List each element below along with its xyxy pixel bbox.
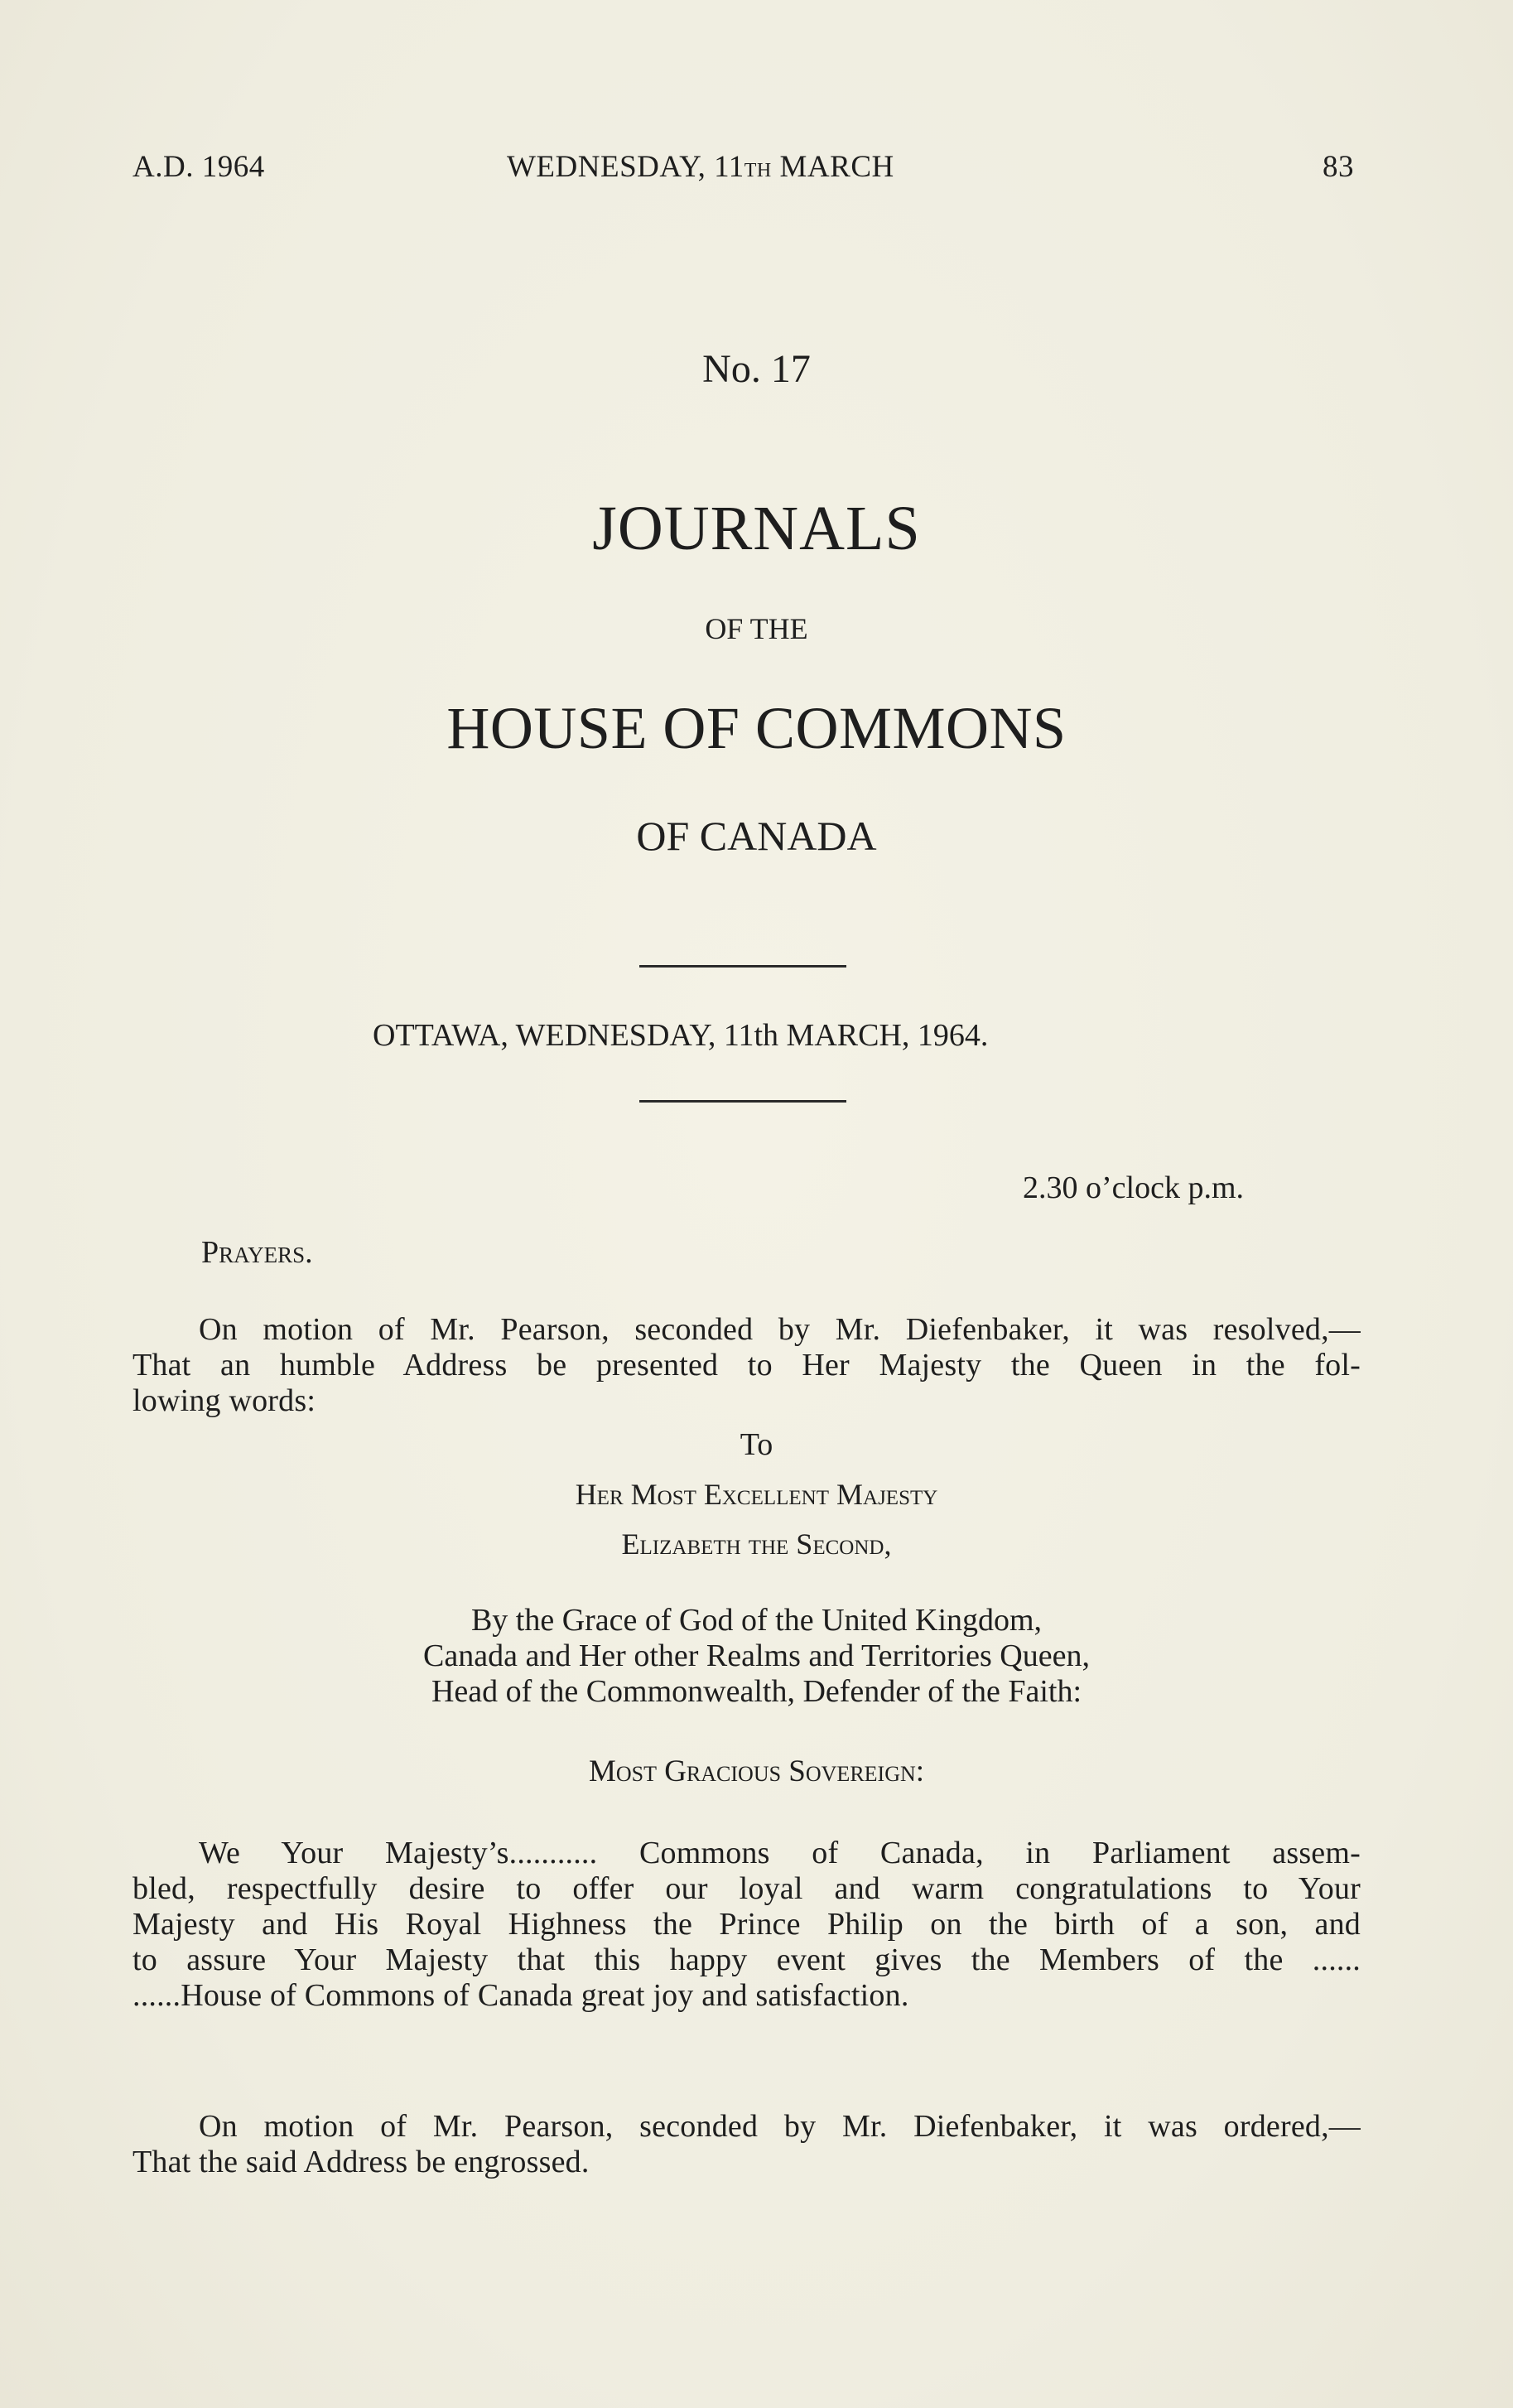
royal-style-line: By the Grace of God of the United Kingdom,: [470, 1603, 1043, 1638]
address-body-line: to assure Your Majesty that this happy event gives the Members of the ......: [133, 1942, 1361, 1977]
masthead-house: HOUSE OF COMMONS: [446, 695, 1067, 761]
motion-resolved-line: On motion of Mr. Pearson, seconded by Mr. Diefenbaker, it was resolved,—: [199, 1312, 1361, 1347]
motion-resolved-line: lowing words:: [133, 1383, 316, 1418]
header-date-prefix: WEDNESDAY, 11: [507, 150, 744, 184]
address-body-line: ......House of Commons of Canada great joy and satisfaction.: [133, 1978, 909, 2013]
address-body-line: Majesty and His Royal Highness the Prince Philip on the birth of a son, and: [133, 1907, 1361, 1942]
address-her-majesty: Her Most Excellent Majesty: [575, 1478, 938, 1511]
masthead-title: JOURNALS: [592, 494, 921, 563]
royal-style-line: Canada and Her other Realms and Territories Queen,: [423, 1638, 1090, 1673]
address-elizabeth: Elizabeth the Second,: [621, 1527, 892, 1561]
address-to: To: [740, 1427, 773, 1462]
header-date-month: MARCH: [771, 150, 894, 184]
divider-rule-top: [639, 965, 846, 968]
masthead-of-canada: OF CANADA: [636, 813, 877, 859]
motion-resolved: [133, 1312, 1361, 1419]
address-salutation: Most Gracious Sovereign:: [588, 1754, 925, 1788]
motion-ordered-line: On motion of Mr. Pearson, seconded by Mr. Diefenbaker, it was ordered,—: [199, 2109, 1361, 2144]
address-body-line: bled, respectfully desire to offer our loyal and warm congratulations to Your: [133, 1871, 1361, 1906]
address-body-line: We Your Majesty’s........... Commons of Canada, in Parliament assem-: [199, 1836, 1361, 1870]
divider-rule-bottom: [639, 1100, 846, 1103]
motion-resolved-line: That an humble Address be presented to Her Majesty the Queen in the fol-: [133, 1348, 1361, 1383]
header-date: [507, 149, 894, 185]
header-date-ordinal: th: [744, 152, 772, 183]
issue-number-value: 17: [770, 347, 811, 391]
header-year: A.D. 1964: [133, 150, 265, 184]
masthead-of-the: OF THE: [705, 612, 808, 645]
issue-number-label: No: [702, 347, 751, 391]
sitting-time: 2.30 o’clock p.m.: [1023, 1170, 1245, 1205]
page-number: 83: [1323, 150, 1354, 184]
prayers-heading: Prayers.: [201, 1235, 313, 1270]
motion-ordered: [133, 2109, 1361, 2180]
issue-number: No. 17: [702, 347, 811, 391]
address-body: [133, 1836, 1361, 2014]
motion-ordered-line: That the said Address be engrossed.: [133, 2145, 590, 2179]
royal-style-line: Head of the Commonwealth, Defender of the Faith:: [431, 1674, 1082, 1709]
dateline: OTTAWA, WEDNESDAY, 11th MARCH, 1964.: [373, 1018, 989, 1053]
royal-style: [0, 1603, 1513, 1710]
